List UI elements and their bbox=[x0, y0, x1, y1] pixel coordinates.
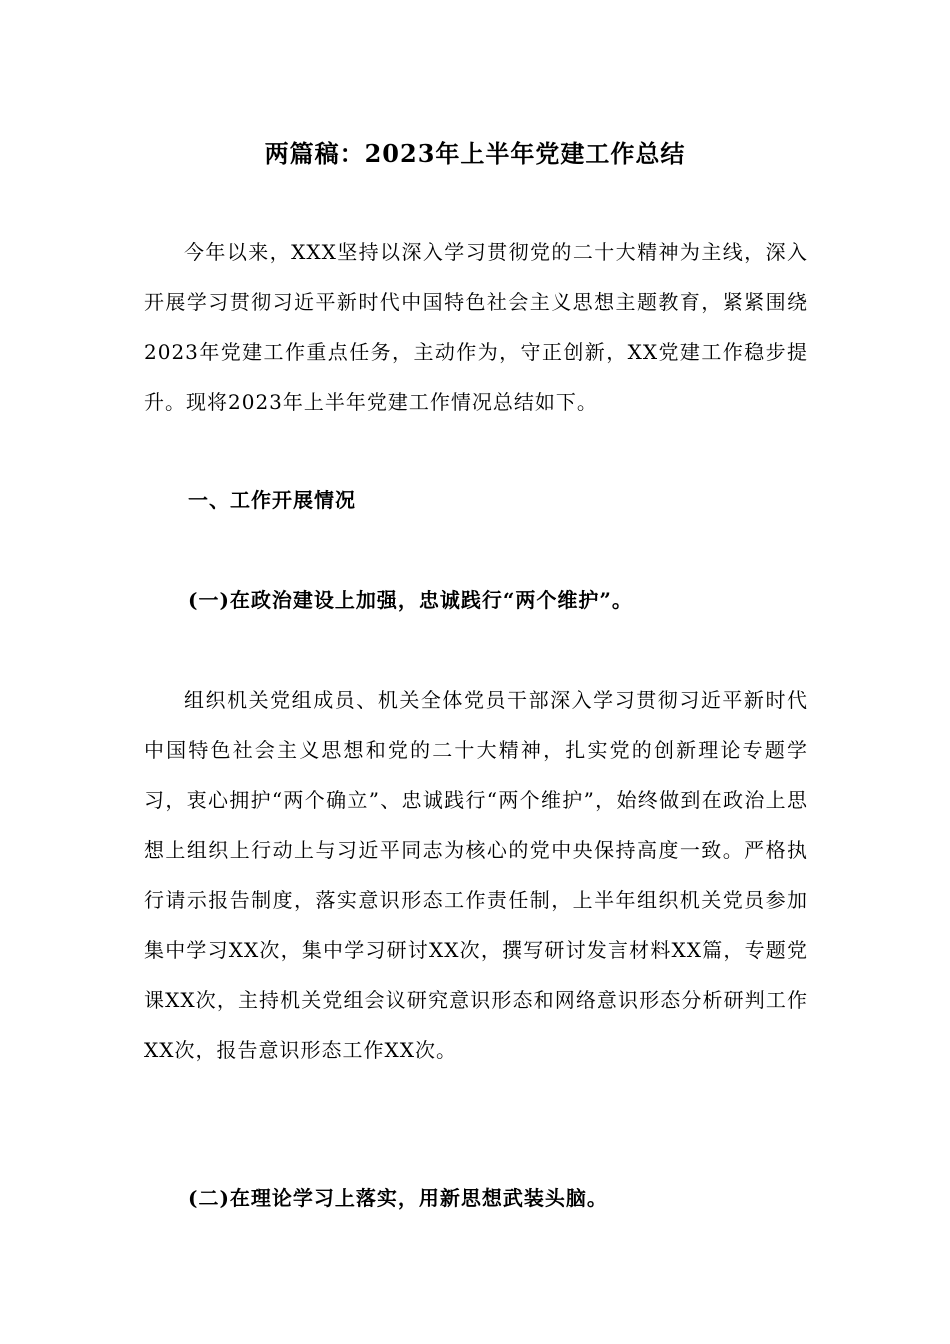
intro-paragraph: 今年以来，XXX坚持以深入学习贯彻党的二十大精神为主线，深入开展学习贯彻习近平新时代中国特色社会主义思想主题教育，紧紧围绕2023年党建工作重点任务，主动作为，守正创新，XX党建工作稳步提升。现将2023年上半年党建工作情况总结如下。 bbox=[144, 240, 808, 414]
section-heading-work-progress: 一、工作开展情况 bbox=[188, 488, 356, 512]
subsection-body-political-building: 组织机关党组成员、机关全体党员干部深入学习贯彻习近平新时代中国特色社会主义思想和党的二十大精神，扎实党的创新理论专题学习，衷心拥护“两个确立”、忠诚践行“两个维护”，始终做到在政治上思想上组织上行动上与习近平同志为核心的党中央保持高度一致。严格执行请示报告制度，落实意识形态工作责任制，上半年组织机关党员参加集中学习XX次，集中学习研讨XX次，撰写研讨发言材料XX篇，专题党课XX次，主持机关党组会议研究意识形态和网络意识形态分析研判工作XX次，报告意识形态工作XX次。 bbox=[144, 688, 808, 1062]
subsection-heading-theory-study: (二)在理论学习上落实，用新思想武装头脑。 bbox=[188, 1186, 608, 1210]
document-title: 两篇稿：2023年上半年党建工作总结 bbox=[264, 139, 686, 168]
subsection-heading-political-building: (一)在政治建设上加强，忠诚践行“两个维护”。 bbox=[188, 588, 633, 612]
